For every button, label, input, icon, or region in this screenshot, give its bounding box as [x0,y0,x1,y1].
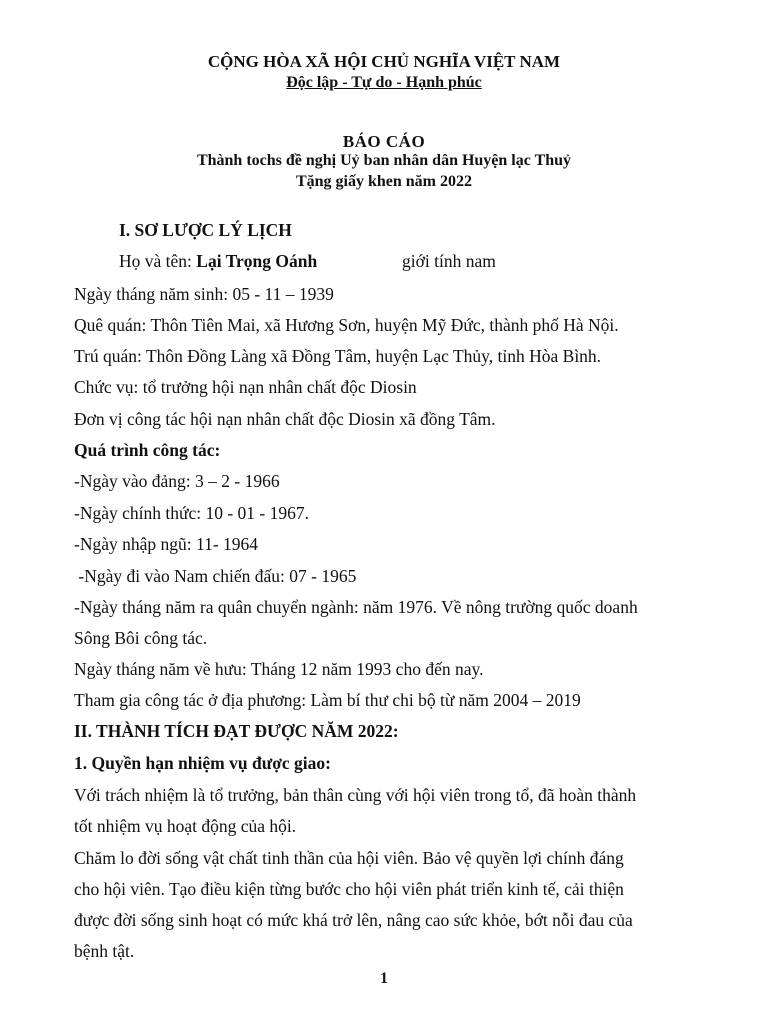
residence-line: Trú quán: Thôn Đồng Làng xã Đồng Tâm, huyện Lạc Thủy, tỉnh Hòa Bình. [74,346,602,366]
national-motto: Độc lập - Tự do - Hạnh phúc [286,74,482,91]
work-unit-line: Đơn vị công tác hội nạn nhân chất độc Diosin xã đồng Tâm. [74,409,496,429]
report-subtitle-2: Tặng giấy khen năm 2022 [295,173,473,190]
national-title: CỘNG HÒA XÃ HỘI CHỦ NGHĨA VIỆT NAM [207,52,561,71]
report-title: BÁO CÁO [342,132,426,151]
name-line [119,250,719,272]
hometown-line: Quê quán: Thôn Tiên Mai, xã Hương Sơn, huyện Mỹ Đức, thành phố Hà Nội. [74,315,619,335]
process-line: Ngày tháng năm về hưu: Tháng 12 năm 1993 cho đến nay. [74,659,484,679]
paragraph-line: được đời sống sinh hoạt có mức khá trở lên, nâng cao sức khỏe, bớt nỗi đau của [74,910,633,930]
name-value: Lại Trọng Oánh [196,251,318,271]
paragraph-line: Chăm lo đời sống vật chất tinh thần của hội viên. Bảo vệ quyền lợi chính đáng [74,848,624,868]
section-2-subheading: 1. Quyền hạn nhiệm vụ được giao: [74,753,331,773]
paragraph-line: Với trách nhiệm là tổ trưởng, bản thân cùng với hội viên trong tổ, đã hoàn thành [74,785,637,805]
page-number: 1 [380,970,388,987]
birth-date-line: Ngày tháng năm sinh: 05 - 11 – 1939 [74,284,334,304]
process-line: -Ngày chính thức: 10 - 01 - 1967. [74,503,309,523]
paragraph-line: tốt nhiệm vụ hoạt động của hội. [74,816,297,836]
section-1-heading: I. SƠ LƯỢC LÝ LỊCH [119,220,292,240]
report-subtitle-1: Thành tochs đề nghị Uỷ ban nhân dân Huyện lạc Thuỷ [196,152,572,169]
paragraph-line: cho hội viên. Tạo điều kiện từng bước cho hội viên phát triển kinh tế, cải thiện [74,879,624,899]
process-line: -Ngày nhập ngũ: 11- 1964 [74,534,259,554]
process-line: -Ngày tháng năm ra quân chuyển ngành: năm 1976. Về nông trường quốc doanh [74,597,638,617]
section-2-heading: II. THÀNH TÍCH ĐẠT ĐƯỢC NĂM 2022: [74,721,399,741]
name-label: Họ và tên: [119,251,197,271]
process-line: -Ngày đi vào Nam chiến đấu: 07 - 1965 [74,566,357,586]
process-line: Sông Bôi công tác. [74,628,208,648]
position-line: Chức vụ: tổ trưởng hội nạn nhân chất độc Diosin [74,377,417,397]
gender-value: giới tính nam [402,251,496,271]
work-process-heading: Quá trình công tác: [74,440,221,460]
process-line: Tham gia công tác ở địa phương: Làm bí thư chi bộ từ năm 2004 – 2019 [74,690,581,710]
paragraph-line: bệnh tật. [74,941,135,961]
process-line: -Ngày vào đảng: 3 – 2 - 1966 [74,471,280,491]
